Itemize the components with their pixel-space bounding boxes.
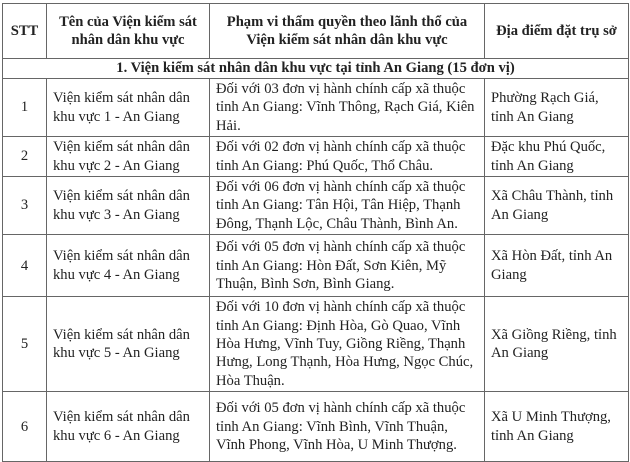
row-location: Xã Hòn Đất, tỉnh An Giang — [485, 235, 629, 297]
row-location: Xã U Minh Thượng, tỉnh An Giang — [485, 392, 629, 462]
row-stt: 5 — [3, 297, 47, 392]
table-row — [3, 392, 629, 462]
row-stt: 4 — [3, 235, 47, 297]
row-location: Xã Châu Thành, tỉnh An Giang — [485, 177, 629, 235]
row-name: Viện kiểm sát nhân dân khu vực 5 - An Giang — [47, 297, 210, 392]
table-row — [3, 79, 629, 137]
procuracy-table — [2, 3, 629, 462]
header-name: Tên của Viện kiểm sát nhân dân khu vực — [47, 4, 210, 59]
row-scope: Đối với 05 đơn vị hành chính cấp xã thuộc tỉnh An Giang: Hòn Đất, Sơn Kiên, Mỹ Thuận, Bình Sơn, Bình Giang. — [210, 235, 485, 297]
row-scope: Đối với 05 đơn vị hành chính cấp xã thuộc tỉnh An Giang: Vĩnh Bình, Vĩnh Thuận, Vĩnh Phong, Vĩnh Hòa, U Minh Thượng. — [210, 392, 485, 462]
row-location: Xã Giồng Riềng, tỉnh An Giang — [485, 297, 629, 392]
header-stt: STT — [3, 4, 47, 59]
section-title: 1. Viện kiểm sát nhân dân khu vực tại tỉnh An Giang (15 đơn vị) — [3, 59, 629, 79]
row-name: Viện kiểm sát nhân dân khu vực 3 - An Giang — [47, 177, 210, 235]
row-stt: 6 — [3, 392, 47, 462]
row-scope: Đối với 10 đơn vị hành chính cấp xã thuộc tỉnh An Giang: Định Hòa, Gò Quao, Vĩnh Hòa Hưng, Vĩnh Tuy, Giồng Riềng, Thạnh Hưng, Long Thạnh, Hòa Hưng, Ngọc Chúc, Hòa Thuận. — [210, 297, 485, 392]
row-scope: Đối với 06 đơn vị hành chính cấp xã thuộc tỉnh An Giang: Tân Hội, Tân Hiệp, Thạnh Đông, Thạnh Lộc, Châu Thành, Bình An. — [210, 177, 485, 235]
row-name: Viện kiểm sát nhân dân khu vực 2 - An Giang — [47, 137, 210, 177]
table-row — [3, 137, 629, 177]
header-row — [3, 4, 629, 59]
header-scope: Phạm vi thẩm quyền theo lãnh thổ của Viện kiểm sát nhân dân khu vực — [210, 4, 485, 59]
header-location: Địa điểm đặt trụ sở — [485, 4, 629, 59]
row-stt: 2 — [3, 137, 47, 177]
row-stt: 1 — [3, 79, 47, 137]
table-row — [3, 177, 629, 235]
row-name: Viện kiểm sát nhân dân khu vực 1 - An Giang — [47, 79, 210, 137]
table-row — [3, 235, 629, 297]
row-stt: 3 — [3, 177, 47, 235]
table-row — [3, 297, 629, 392]
section-row — [3, 59, 629, 79]
row-scope: Đối với 02 đơn vị hành chính cấp xã thuộc tỉnh An Giang: Phú Quốc, Thổ Châu. — [210, 137, 485, 177]
row-scope: Đối với 03 đơn vị hành chính cấp xã thuộc tỉnh An Giang: Vĩnh Thông, Rạch Giá, Kiên Hải. — [210, 79, 485, 137]
row-name: Viện kiểm sát nhân dân khu vực 4 - An Giang — [47, 235, 210, 297]
row-name: Viện kiểm sát nhân dân khu vực 6 - An Giang — [47, 392, 210, 462]
row-location: Đặc khu Phú Quốc, tỉnh An Giang — [485, 137, 629, 177]
row-location: Phường Rạch Giá, tỉnh An Giang — [485, 79, 629, 137]
